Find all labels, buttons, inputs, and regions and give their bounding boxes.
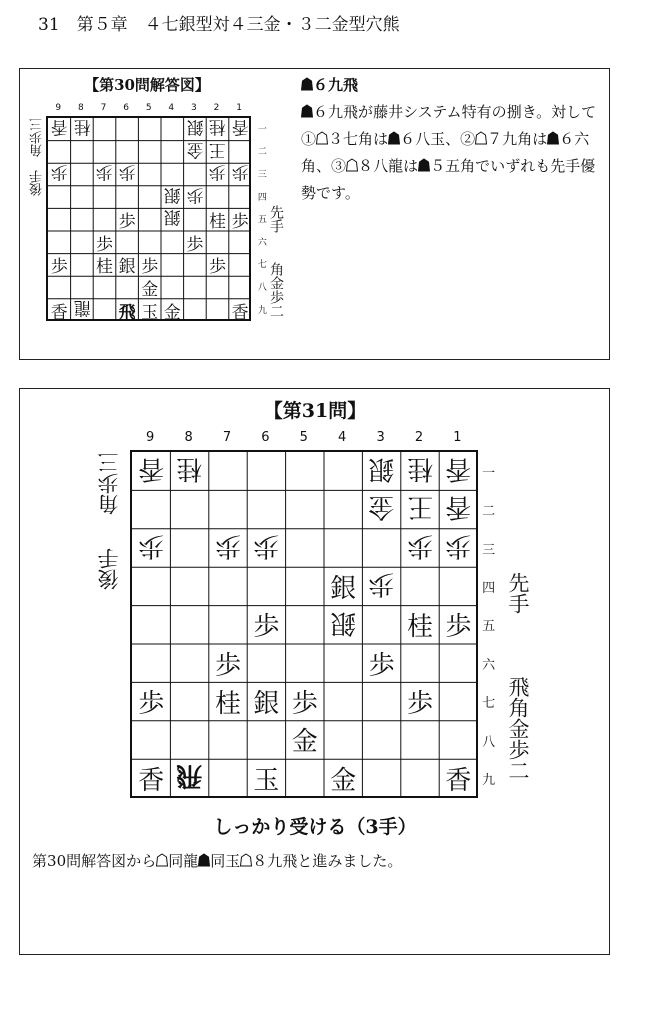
- sente-piece: 香: [138, 765, 165, 796]
- gote-piece: 王: [406, 492, 433, 523]
- sente-piece: 桂: [406, 612, 433, 643]
- problem31-task: しっかり受ける（3手）: [213, 816, 417, 838]
- gote-piece: 金: [368, 492, 395, 523]
- commentary-text: ６九飛が藤井システム特有の捌き。対して① ３七角は ６八玉、② ７九角は ６六角、③ ８八龍は ５五角でいずれも先手優勢です。: [301, 103, 597, 202]
- rank-label: 六: [257, 237, 267, 248]
- problem30-sente-hand-pieces: 角金歩二: [268, 262, 284, 318]
- gote-piece: 歩: [208, 161, 226, 182]
- problem31-board: [130, 450, 478, 798]
- gote-piece: 歩: [406, 530, 433, 561]
- commentary-move: ６九飛: [301, 72, 601, 99]
- file-label: 7: [222, 430, 232, 445]
- sente-piece: 歩: [138, 689, 165, 720]
- gote-piece: 歩: [118, 161, 136, 182]
- file-label: 8: [184, 430, 193, 445]
- gote-piece: 歩: [50, 161, 68, 182]
- sente-piece: 歩: [445, 612, 472, 643]
- file-label: 4: [168, 103, 175, 113]
- rank-label: 三: [257, 170, 267, 180]
- gote-piece-icon: [316, 131, 328, 145]
- problem30-sente-hand-label: 先手: [268, 205, 284, 233]
- sente-piece: 歩: [141, 257, 159, 278]
- sente-piece: 香: [445, 765, 472, 796]
- gote-piece-icon: [475, 131, 487, 145]
- gote-piece: 歩: [368, 568, 395, 599]
- gote-piece: 歩: [186, 184, 204, 205]
- sente-piece: 桂: [214, 689, 241, 720]
- gote-piece: 香: [50, 116, 68, 137]
- rank-label: 八: [482, 734, 496, 750]
- problem31-gote-hand-pieces: 角歩三: [97, 452, 121, 515]
- file-label: 1: [236, 103, 242, 113]
- rank-label: 八: [257, 283, 267, 293]
- rank-label: 一: [257, 124, 267, 135]
- gote-piece: 銀: [163, 184, 181, 205]
- gote-piece: 王: [208, 139, 226, 160]
- rank-label: 六: [482, 657, 496, 673]
- problem30-board: [46, 116, 251, 321]
- file-label: 4: [338, 430, 347, 445]
- gote-piece: 歩: [445, 530, 472, 561]
- rank-label: 七: [482, 696, 496, 712]
- sente-piece: 金: [291, 727, 318, 758]
- gote-piece-icon: [346, 158, 358, 172]
- file-label: 2: [213, 103, 220, 113]
- sente-piece: 歩: [253, 612, 280, 643]
- gote-piece: 銀: [368, 453, 395, 484]
- gote-piece: 桂: [176, 453, 203, 484]
- file-label: 3: [376, 430, 385, 445]
- sente-piece: 桂: [95, 257, 113, 278]
- sente-piece-icon: [301, 104, 313, 118]
- sente-piece: 金: [330, 765, 357, 796]
- sente-piece: 歩: [208, 257, 226, 278]
- gote-piece: 桂: [208, 116, 226, 137]
- file-label: 3: [191, 103, 197, 113]
- problem30-title: 【第30問解答図】: [84, 76, 210, 94]
- gote-piece: 香: [138, 453, 165, 484]
- gote-piece: 香: [445, 492, 472, 523]
- sente-piece-icon: [418, 158, 430, 172]
- sente-piece: 香: [231, 302, 249, 323]
- sente-piece-icon: [547, 131, 559, 145]
- sente-piece: 歩: [231, 212, 249, 233]
- file-label: 2: [414, 430, 424, 445]
- sente-piece: 飛: [118, 302, 136, 323]
- problem31-sente-hand-pieces: 飛角金歩二: [506, 676, 530, 781]
- file-label: 6: [123, 103, 129, 113]
- sente-piece: 歩: [186, 234, 204, 255]
- rank-label: 三: [482, 542, 496, 558]
- sente-piece: 銀: [253, 689, 280, 720]
- gote-piece: 香: [445, 453, 472, 484]
- rank-label: 七: [257, 260, 267, 271]
- file-label: 1: [453, 430, 462, 445]
- problem30-commentary: [301, 72, 601, 207]
- gote-piece: 銀: [163, 207, 181, 228]
- sente-piece: 金: [163, 302, 181, 323]
- gote-piece: 歩: [231, 161, 249, 182]
- gote-piece: 香: [231, 116, 249, 137]
- gote-piece-icon: [240, 853, 252, 867]
- file-label: 5: [299, 430, 308, 445]
- sente-piece-icon: [198, 853, 210, 867]
- sente-piece: 銀: [118, 257, 136, 278]
- problem31-title: 【第31問】: [263, 400, 367, 422]
- sente-piece: 銀: [330, 573, 357, 604]
- problem30-gote-hand-pieces: 角歩三: [30, 118, 45, 157]
- gote-piece-icon: [156, 853, 168, 867]
- file-label: 8: [78, 103, 84, 113]
- problem31-sente-hand-label: 先手: [506, 572, 530, 614]
- sente-piece: 歩: [95, 234, 113, 255]
- problem31-description: 第30問解答図から 同龍 同玉 ８九飛と進みました。: [32, 852, 403, 870]
- sente-piece: 金: [141, 279, 159, 300]
- gote-piece: 桂: [406, 453, 433, 484]
- rank-label: 二: [257, 147, 267, 158]
- sente-piece: 歩: [368, 650, 395, 681]
- rank-label: 二: [482, 504, 496, 520]
- gote-piece: 歩: [95, 161, 113, 182]
- sente-piece: 歩: [118, 212, 136, 233]
- sente-piece: 玉: [253, 765, 280, 796]
- rank-label: 五: [482, 619, 496, 635]
- file-label: 7: [100, 103, 107, 113]
- sente-piece-icon: [388, 131, 400, 145]
- rank-label: 四: [482, 580, 496, 596]
- rank-label: 九: [257, 305, 267, 316]
- sente-piece: 歩: [291, 689, 318, 720]
- gote-piece: 銀: [330, 607, 357, 638]
- gote-piece: 歩: [214, 530, 241, 561]
- sente-piece: 香: [50, 302, 68, 323]
- page-header: 31 第５章 ４七銀型対４三金・３二金型穴熊: [38, 15, 400, 35]
- gote-piece: 歩: [253, 530, 280, 561]
- gote-piece: 銀: [186, 116, 204, 137]
- rank-label: 九: [482, 772, 496, 788]
- file-label: 5: [145, 103, 152, 113]
- file-label: 9: [55, 103, 62, 113]
- problem31-gote-hand-label: 後手: [97, 548, 121, 590]
- rank-label: 五: [257, 215, 267, 226]
- sente-piece: 歩: [406, 689, 433, 720]
- file-label: 9: [146, 430, 155, 445]
- gote-piece: 飛: [176, 760, 203, 791]
- gote-piece: 歩: [138, 530, 165, 561]
- rank-label: 四: [257, 192, 267, 203]
- sente-piece-icon: [301, 77, 313, 91]
- sente-piece: 桂: [208, 212, 226, 233]
- file-label: 6: [261, 430, 270, 445]
- problem30-gote-hand-label: 後手: [30, 170, 45, 196]
- sente-piece: 歩: [214, 650, 241, 681]
- sente-piece: 歩: [50, 257, 68, 278]
- sente-piece: 玉: [141, 302, 159, 323]
- rank-label: 一: [482, 465, 496, 481]
- gote-piece: 桂: [73, 116, 91, 137]
- gote-piece: 龍: [73, 297, 91, 318]
- gote-piece: 金: [186, 139, 204, 160]
